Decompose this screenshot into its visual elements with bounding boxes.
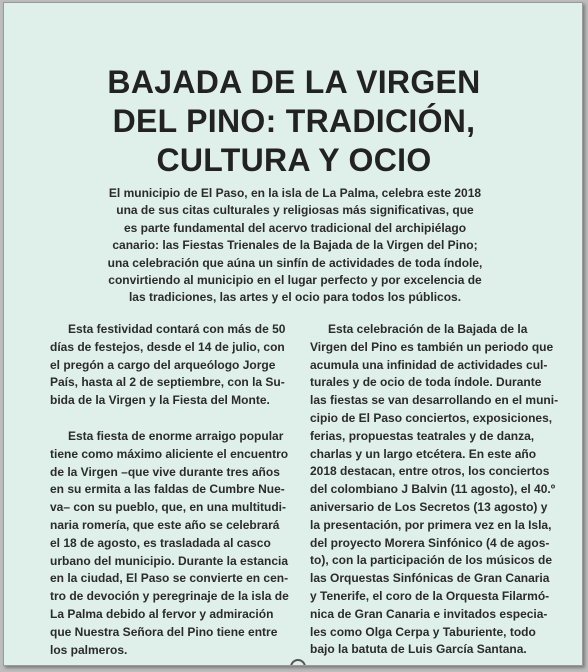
text-line: tiene como máximo aliciente el encuentro (50, 446, 289, 461)
text-line: días de festejos, desde el 14 de julio, con (50, 339, 285, 354)
text-line: nica de Gran Canaria e invitados especia- (310, 606, 548, 621)
text-line: del colombiano J Balvin (11 agosto), el 40.º (310, 482, 556, 497)
text-line: cipio de El Paso conciertos, exposiciones, (310, 410, 553, 425)
text-line: va– con su pueblo, que, en una multitudi- (50, 500, 287, 515)
text-line: del proyecto Morera Sinfónico (4 de agos- (310, 535, 550, 550)
text-line: ferias, propuestas teatrales y de danza, (310, 428, 535, 443)
intro-line: una de sus citas culturales y religiosas más significativas, que (116, 203, 474, 218)
title-line: CULTURA Y OCIO (156, 142, 432, 178)
text-line: que Nuestra Señora del Pino tiene entre (50, 624, 278, 639)
text-line: Esta festividad contará con más de 50 (68, 322, 286, 336)
text-line: charlas y un largo etcétera. En este año (310, 446, 537, 461)
text-line: el 18 de agosto, es trasladada al casco (50, 535, 271, 550)
paragraph (50, 321, 286, 410)
text-line: las fiestas se van desarrollando en el muni- (310, 393, 559, 408)
text-line: las Orquestas Sinfónicas de Gran Canaria (310, 571, 550, 586)
text-line: Virgen del Pino es también un periodo que (310, 339, 554, 354)
paragraph (50, 428, 289, 659)
intro-line: convirtiendo al municipio en el lugar perfecto y por excelencia de (108, 273, 482, 288)
text-line: los palmeros. (50, 642, 128, 657)
article-title (44, 63, 544, 180)
page-ring-icon (290, 659, 306, 666)
text-line: bida de la Virgen y la Fiesta del Monte. (50, 393, 270, 408)
intro-line: es parte fundamental del acervo tradicional del archipiélago (123, 220, 467, 235)
text-line: Esta fiesta de enorme arraigo popular (68, 428, 284, 443)
text-line: to), con la participación de los músicos de (310, 553, 553, 568)
text-line: Esta celebración de la Bajada de la (328, 322, 528, 336)
paragraph (310, 321, 559, 659)
text-line: el pregón a cargo del arqueólogo Jorge (50, 357, 276, 372)
intro-line: canario: las Fiestas Trienales de la Bajada de la Virgen del Pino; (112, 238, 478, 253)
intro-line: una celebración que aúna un sinfín de actividades de toda índole, (107, 255, 483, 270)
intro-line: El municipio de El Paso, en la isla de La Palma, celebra este 2018 (108, 186, 482, 200)
text-line: 2018 destacan, entre otros, los conciertos (310, 464, 550, 479)
text-line: urbano del municipio. Durante la estancia (50, 553, 289, 568)
text-line: la presentación, por primera vez en la Isla, (310, 517, 552, 532)
text-line: País, hasta al 2 de septiembre, con la Su- (50, 375, 285, 390)
magazine-page (3, 2, 583, 666)
text-line: bajo la batuta de Luis García Santana. (310, 642, 527, 657)
text-line: les como Olga Cerpa y Taburiente, todo (310, 624, 536, 639)
text-line: tro de devoción y peregrinaje de la isla de (50, 589, 289, 604)
text-line: aniversario de Los Secretos (13 agosto) y (310, 499, 548, 514)
intro-line: las tradiciones, las artes y el ocio para todos los públicos. (128, 290, 462, 305)
right-column (310, 321, 559, 659)
left-column (50, 321, 289, 659)
text-line: acumula una infinidad de actividades cul- (310, 357, 548, 372)
text-line: y Tenerife, el coro de la Orquesta Filarmó- (310, 588, 550, 603)
title-line: BAJADA DE LA VIRGEN (107, 64, 481, 100)
article-intro (70, 185, 520, 307)
text-line: en su ermita a las faldas de Cumbre Nue- (50, 482, 285, 497)
text-line: naria romería, que este año se celebrará (50, 517, 280, 532)
text-line: de la Virgen –que vive durante tres años (50, 464, 280, 479)
title-line: DEL PINO: TRADICIÓN, (112, 103, 476, 139)
text-line: turales y de ocio de toda índole. Durante (310, 375, 542, 390)
text-line: La Palma debido al fervor y admiración (50, 606, 274, 621)
text-line: en la ciudad, El Paso se convierte en cen- (50, 571, 289, 586)
